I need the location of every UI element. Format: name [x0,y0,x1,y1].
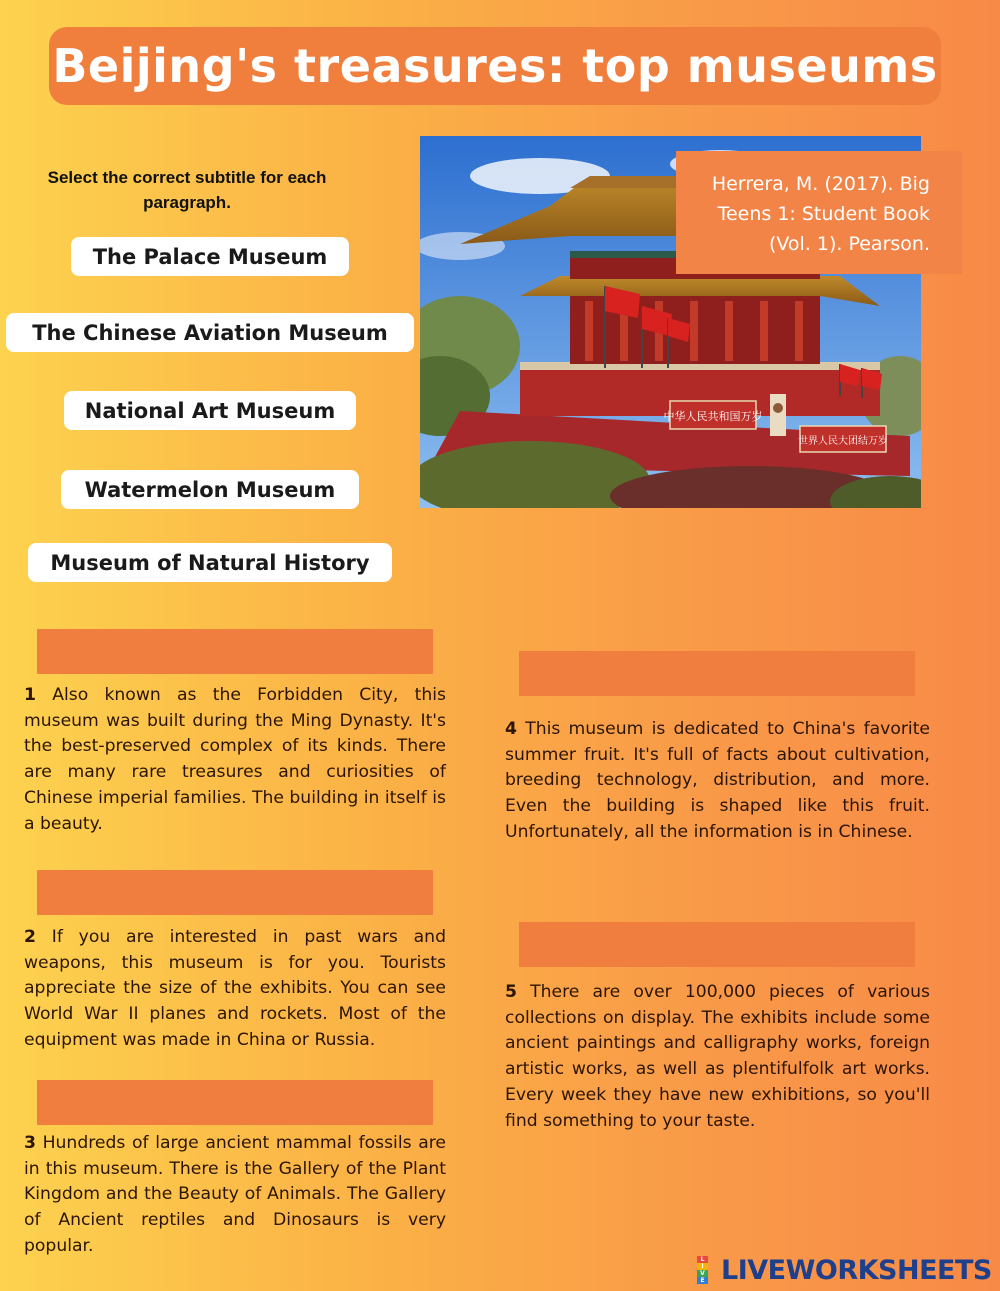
citation-box: Herrera, M. (2017). Big Teens 1: Student Book (Vol. 1). Pearson. [676,151,962,274]
answer-box-2[interactable] [37,870,433,915]
instruction-text: Select the correct subtitle for each paragraph. [47,168,327,212]
subtitle-option-palace-museum[interactable]: The Palace Museum [71,237,349,276]
paragraph-4: 4 This museum is dedicated to China's favorite summer fruit. It's full of facts about cultivation, breeding technology, distribution, and more. Even the building is shaped like this fruit. Unfortunately, all the information is in Chinese. [505,719,931,842]
paragraph-1: 1 Also known as the Forbidden City, this museum was built during the Ming Dynasty. It's the best-preserved complex of its kinds. There are many rare treasures and curiosities of Chinese imperial families. The building in itself is a beauty. [24,685,446,834]
wall-banner-right: 世界人民大团结万岁 [798,436,888,447]
answer-box-3[interactable] [37,1080,433,1125]
paragraph-2: 2 If you are interested in past wars and weapons, this museum is for you. Tourists appreciate the size of the exhibits. You can see World War II planes and rockets. Most of the equipment was made in China or Russia. [24,927,446,1050]
subtitle-option-aviation-museum[interactable]: The Chinese Aviation Museum [6,313,414,352]
liveworksheets-logo [697,1253,992,1287]
subtitle-option-art-museum[interactable]: National Art Museum [64,391,356,430]
paragraph-3: 3 Hundreds of large ancient mammal fossils are in this museum. There is the Gallery of the Plant Kingdom and the Beauty of Animals. The Gallery of Ancient reptiles and Dinosaurs is very popular. [24,1133,446,1256]
paragraph-5: 5 There are over 100,000 pieces of various collections on display. The exhibits include some ancient paintings and calligraphy works, foreign artistic works, as well as plentifulfolk art works. Every week they have new exhibitions, so you'll find something to your taste. [505,982,931,1131]
subtitle-option-natural-history-museum[interactable]: Museum of Natural History [28,543,392,582]
answer-box-5[interactable] [519,922,915,967]
page-title: Beijing's treasures: top museums [52,39,938,93]
wall-banner-left: 中华人民共和国万岁 [663,410,763,423]
answer-box-1[interactable] [37,629,433,674]
subtitle-option-watermelon-museum[interactable]: Watermelon Museum [61,470,359,509]
title-banner [49,27,941,105]
liveworksheets-logo-text: LIVEWORKSHEETS [721,1254,992,1286]
liveworksheets-logo-mark: L I V E [697,1255,719,1285]
answer-box-4[interactable] [519,651,915,696]
